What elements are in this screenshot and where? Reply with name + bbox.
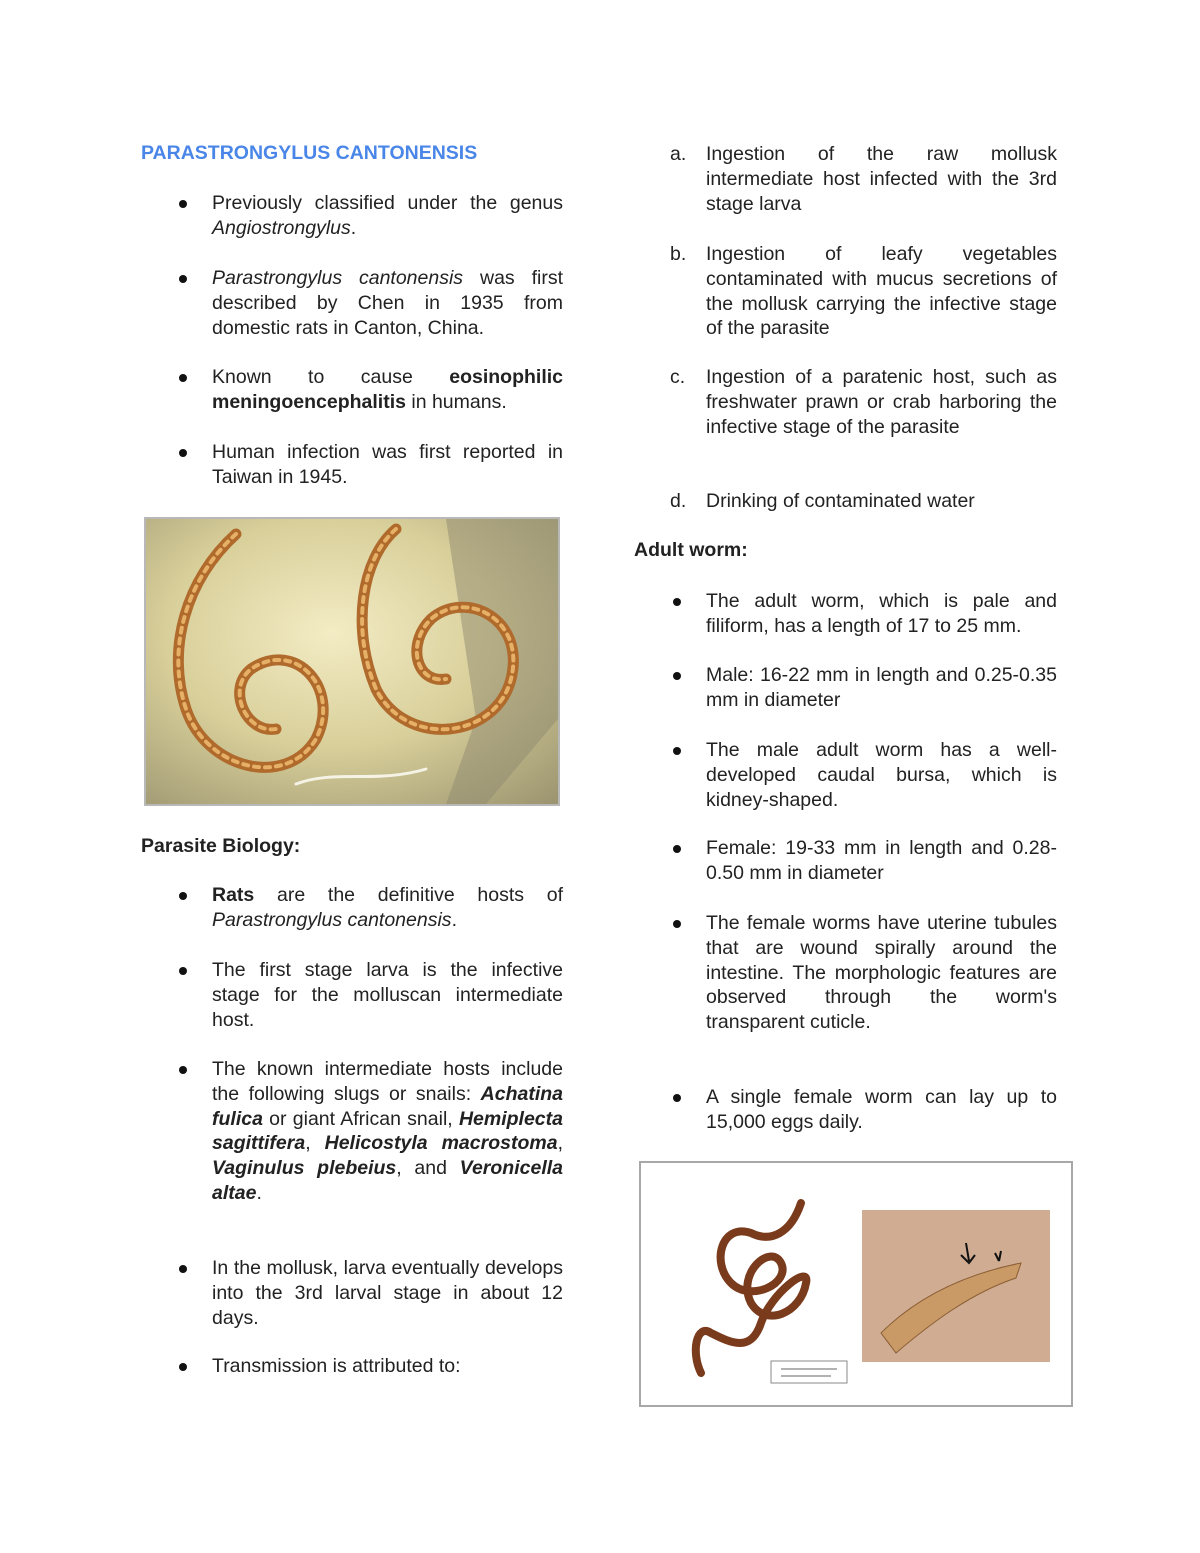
text-run: Vaginulus plebeius [212,1157,397,1180]
transmission-item: Drinking of contaminated water [706,490,975,512]
text-run: Helicostyla macrostoma [324,1132,558,1155]
document-title: PARASTRONGYLUS CANTONENSIS [141,142,478,164]
bullet-item [212,1354,563,1379]
bullet-item [706,589,1057,639]
text-run: Hemiplecta sagittifera [212,1107,563,1155]
adult-worm-photos [639,1161,1073,1407]
bullet-icon [179,449,187,457]
bullet-item [212,1256,563,1330]
list-letter: d. [670,490,687,512]
text-run: A single female worm can lay up to 15,000 eggs daily. [706,1086,1057,1133]
text-run: . [451,908,457,931]
transmission-item: Ingestion of a paratenic host, such as freshwater prawn or crab harboring the infective stage of the parasite [706,366,1057,438]
bullet-icon [673,1094,681,1102]
text-run: . [256,1181,262,1204]
bullet-icon [179,1265,187,1273]
bullet-icon [179,1363,187,1371]
text-run: Parastrongylus cantonensis [212,908,452,931]
bullet-item [212,1057,563,1206]
bullet-icon [673,672,681,680]
adult-worm-image [641,1163,1071,1405]
bullet-item [706,1085,1057,1135]
transmission-item: Ingestion of leafy vegetables contaminated with mucus secretions of the mollusk carrying the infective stage of the parasite [706,243,1057,340]
bullet-item [706,663,1057,713]
bullet-item [706,738,1057,812]
bullet-icon [179,275,187,283]
list-letter: c. [670,366,686,388]
bullet-icon [673,598,681,606]
bullet-icon [673,747,681,755]
adult-worm-heading: Adult worm: [634,539,748,561]
bullet-item [706,911,1057,1035]
text-run: Veronicella altae [212,1157,563,1204]
text-run: Angiostrongylus [212,216,351,239]
text-run: The male adult worm has a well-developed caudal bursa, which is kidney-shaped. [706,739,1057,811]
text-run: The adult worm, which is pale and filiform, has a length of 17 to 25 mm. [706,590,1057,637]
text-run: The known intermediate hosts include the following slugs or snails: [212,1058,563,1105]
text-run: Previously classified under the genus [212,192,563,214]
bullet-item [706,836,1057,886]
text-run: , and [396,1157,460,1180]
bullet-icon [179,200,187,208]
bullet-item [212,365,563,415]
text-run: or giant African snail, [262,1107,459,1130]
bullet-icon [673,920,681,928]
bullet-item [212,266,563,340]
text-run: Male: 16-22 mm in length and 0.25-0.35 mm in diameter [706,664,1057,711]
bullet-icon [179,374,187,382]
text-run: Transmission is attributed to: [212,1355,461,1377]
bullet-item [212,958,563,1032]
text-run: . [350,216,357,239]
text-run: eosinophilic meningoencephalitis [212,366,563,413]
bullet-icon [179,1066,187,1074]
text-run: Achatina fulica [212,1082,563,1130]
list-letter: b. [670,243,687,265]
text-run: was first described by Chen in 1935 from domestic rats in Canton, China. [212,267,563,339]
transmission-item: Ingestion of the raw mollusk intermediate host infected with the 3rd stage larva [706,143,1057,215]
text-run: Parastrongylus cantonensis [212,267,464,289]
bullet-icon [673,845,681,853]
bullet-item [212,883,563,933]
text-run: Human infection was first reported in Taiwan in 1945. [212,441,563,488]
text-run: The female worms have uterine tubules that are wound spirally around the intestine. The morphologic features are observed through the worm's transparent cuticle. [706,912,1057,1034]
bullet-icon [179,892,187,900]
text-run: The first stage larva is the infective stage for the molluscan intermediate host. [212,959,563,1031]
text-run: in humans. [405,390,507,413]
bullet-icon [179,967,187,975]
text-run: In the mollusk, larva eventually develops into the 3rd larval stage in about 12 days. [212,1257,563,1329]
worm-photo-spirals [144,517,560,806]
parasite-biology-heading: Parasite Biology: [141,835,301,857]
text-run: Female: 19-33 mm in length and 0.28-0.50 mm in diameter [706,837,1057,884]
text-run: Rats [212,884,255,906]
text-run: are the definitive hosts of [254,884,563,906]
text-run: , [305,1132,325,1155]
worm-spirals-image [146,519,558,804]
text-run: , [557,1132,563,1155]
text-run: Known to cause [212,366,450,388]
bullet-item [212,440,563,490]
list-letter: a. [670,143,687,165]
bullet-item [212,191,563,241]
